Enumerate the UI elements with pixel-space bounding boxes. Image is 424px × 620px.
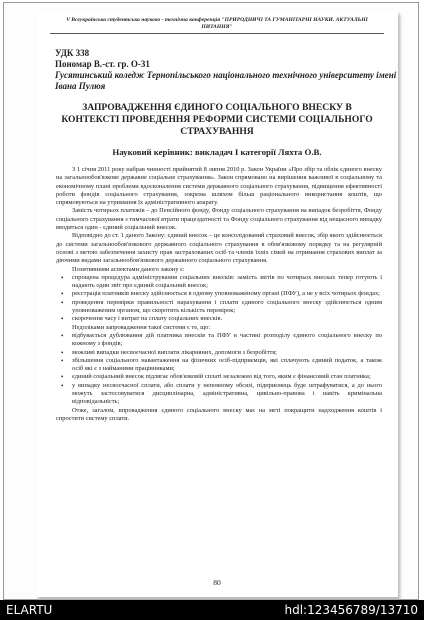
list-item-text: відбувається дублювання дій платника внесків та ПФУ в частині розподілу єдиного соціального внеску по кожному з фондів; [72,331,382,348]
list-item [56,299,382,316]
list-item [56,357,382,374]
list-item [56,382,382,407]
list-item-text: скорочення часу і витрат на сплату соціальних внесків. [72,315,223,323]
list-item-text: можливі випадки несвоєчасної виплати лікарняних, допомоги з безробіття; [72,348,277,356]
repository-name: ELARTU [6,603,53,617]
list-item [56,349,382,357]
list-item [56,290,382,298]
viewer-frame [3,2,419,600]
bullet-icon: • [61,298,64,307]
document-page [36,11,398,597]
article-meta [55,48,398,92]
author-line: Пономар В.-ст. гр. О-31 [55,59,150,69]
bullet-icon: • [61,373,64,382]
conference-header: V Всеукраїнська студентська науково - технічна конференція "ПРИРОДНИЧІ ТА ГУМАНІТАРНІ НАУКИ. АКТУАЛЬНІ ПИТАННЯ" [50,17,384,34]
paragraph: Замість чотирьох платежів – до Пенсійного фонду, Фонду соціального страхування на випадок безробіття, Фонду соціального страхування з тимчасової втрати працездатності та Фонду соціального страхування від нещасного випадку вводиться один - єдиний соціальний внесок. [56,207,382,232]
paragraph: Відповідно до ст. 1 даного Закону: єдиний внесок – це консолідований страховий внесок, збір якого здійснюється до системи загальнообов'язкового державного соціального страхування в обов'язковому порядку та на регулярній основі з метою забезпечення захисту прав застрахованих осіб та членів їхніх сімей на отримання страхових виплат за діючими видами загальнообов'язкового державного соціального страхування. [56,232,382,265]
list-item-text: єдиний соціальний внесок підлягає обов'язковій сплаті незалежно від того, яким є фінансовий стан платника; [72,373,371,381]
paragraph: Позитивними аспектами даного закону є: [72,265,185,273]
paragraph: З 1 січня 2011 року набрав чинності прийнятий 8 липня 2010 р. Закон України «Про збір та облік єдиного внеску на загальнообов'язкове державне соціальне страхування». Закон спрямовано на вирішення важливої в соціальному та економічному плані проблеми вдосконалення системи державного соціального страхування, підвищення ефективності роботи фондів соціального страхування, зокрема шляхом більш раціонального використання коштів, що спрямовуються на утримання їх адміністративного апарату. [56,166,382,207]
list-item-text: у випадку несвоєчасної сплати, або сплати у неповному обсязі, підприємець буде штрафуватися, а до нього можуть застосовуватися дисциплінарна, адміністративна, цивільно-правова і навіть кримінальна відповідальність; [72,381,382,406]
bullet-icon: • [61,290,64,299]
list-item [56,332,382,349]
list-item [56,274,382,291]
list-item [56,373,382,381]
list-item-text: проведення перевірки правильності нарахування і сплати єдиного соціального внеску здійснюється одним уповноваженим органом, що скоротить кількість перевірок; [72,298,382,315]
institution: Гусятинський коледж Тернопільського національного технічного університету імені Івана Пулюя [55,70,397,91]
bullet-icon: • [61,381,64,390]
udc-code: УДК 338 [55,48,90,58]
paragraph: Отже, загалом, впровадження єдиного соціального внеску має на меті покращити надходження коштів і спростити систему сплати. [56,406,382,422]
list-item-text: реєстрація платників внеску здійснюється в одному уповноваженому органі (ПФУ), а не у всіх чотирьох фондах; [72,290,380,298]
page-number: 80 [213,578,221,587]
bullet-icon: • [61,348,64,357]
paragraph: Недоліками запровадження такої системи є те, що: [72,323,211,331]
bullet-icon: • [61,331,64,340]
bullet-icon: • [61,273,64,282]
list-item-text: збільшення соціального навантаження на фізичних осіб-підприємців, які сплачують єдиний податок, а також осіб які є з найманими працівниками; [72,356,382,373]
article-title: ЗАПРОВАДЖЕННЯ ЄДИНОГО СОЦІАЛЬНОГО ВНЕСКУ В КОНТЕКСТІ ПРОВЕДЕННЯ РЕФОРМИ СИСТЕМИ СОЦІАЛЬНОГО СТРАХУВАННЯ [61,102,373,137]
bullet-icon: • [61,315,64,324]
list-item-text: спрощена процедура адміністрування соціальних внесків: замість звітів по чотирьох внесках тепер готують і надають один звіт про єдиний соціальний внесок; [72,273,382,290]
handle-identifier: hdl:123456789/13710 [284,603,418,617]
bullet-icon: • [61,356,64,365]
status-bar [0,600,424,620]
list-item [56,315,382,323]
article-body [56,166,382,423]
scientific-advisor: Науковий керівник: викладач І категорії Ляхта О.В. [112,147,322,157]
